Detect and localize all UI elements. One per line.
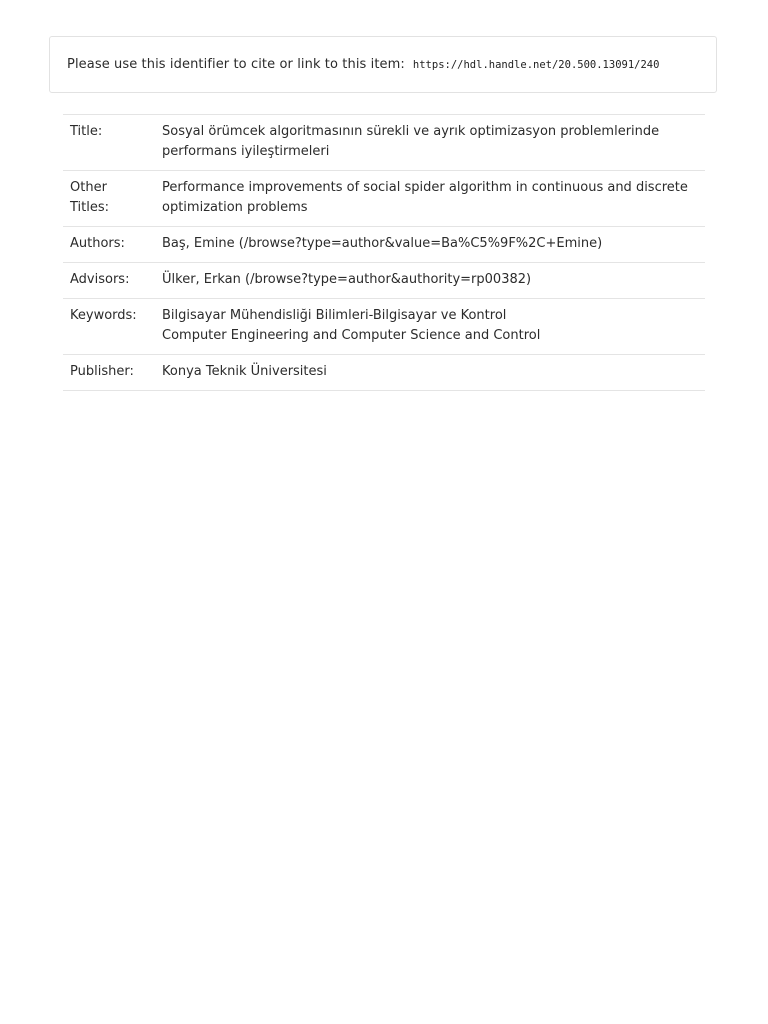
keywords-key: Keywords: [70, 308, 137, 323]
authors-key: Authors: [70, 236, 125, 251]
citation-label: Please use this identifier to cite or link to this item: [67, 57, 405, 72]
metadata-row-authors [63, 227, 705, 263]
publisher-value: Konya Teknik Üniversitesi [162, 364, 327, 379]
keywords-value [162, 299, 705, 355]
advisors-key: Advisors: [70, 272, 130, 287]
metadata-row-title [63, 115, 705, 171]
metadata-table [63, 114, 705, 391]
author-link[interactable]: Baş, Emine (/browse?type=author&value=Ba%C5%9F%2C+Emine) [162, 236, 603, 251]
metadata-row-advisors [63, 263, 705, 299]
citation-box [49, 36, 717, 93]
advisor-link[interactable]: Ülker, Erkan (/browse?type=author&authority=rp00382) [162, 272, 532, 287]
other-titles-key-line2: Titles: [70, 200, 110, 215]
other-titles-key-line1: Other [70, 180, 107, 195]
keyword-item: Computer Engineering and Computer Science and Control [162, 328, 541, 343]
title-key: Title: [70, 124, 103, 139]
metadata-row-other-titles [63, 171, 705, 227]
publisher-key: Publisher: [70, 364, 134, 379]
other-titles-key [63, 171, 162, 227]
metadata-row-keywords [63, 299, 705, 355]
handle-link[interactable]: https://hdl.handle.net/20.500.13091/240 [412, 58, 660, 71]
metadata-row-publisher [63, 355, 705, 391]
title-value: Sosyal örümcek algoritmasının sürekli ve ayrık optimizasyon problemlerinde performans iyileştirmeleri [162, 124, 660, 159]
other-titles-value: Performance improvements of social spider algorithm in continuous and discrete optimization problems [162, 180, 688, 215]
keyword-item: Bilgisayar Mühendisliği Bilimleri-Bilgisayar ve Kontrol [162, 308, 507, 323]
